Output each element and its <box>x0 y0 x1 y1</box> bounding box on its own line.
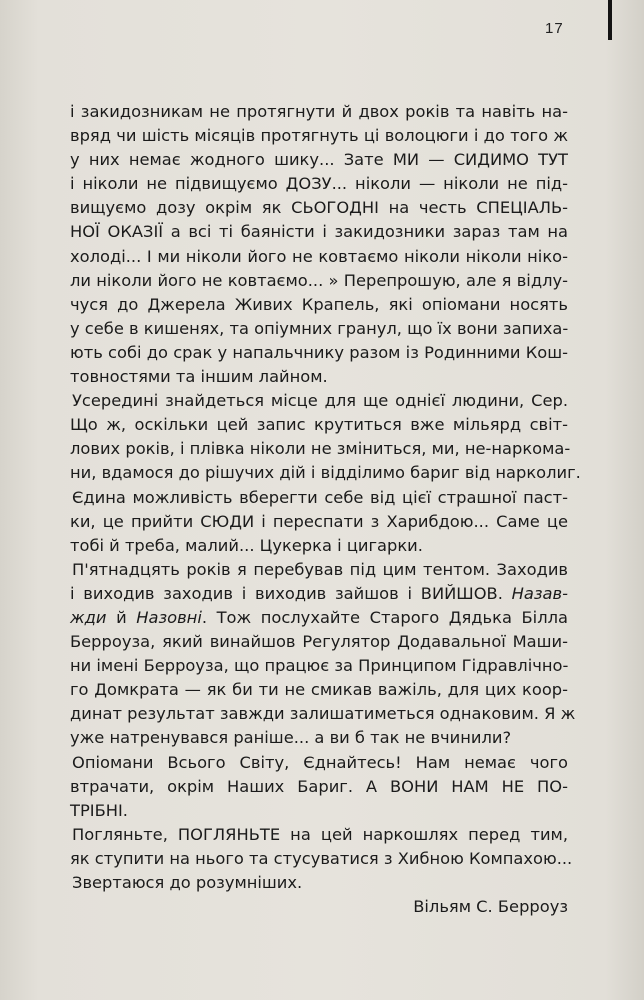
text-span: і виходив заходив і виходив зайшов і ВИЙШОВ. <box>70 583 503 603</box>
text-line: НОЇ ОКАЗІЇ а всі ті баяністи і закидозники зараз там на <box>70 222 568 242</box>
text-line: Звертаюся до розумніших. <box>72 873 303 892</box>
text-line: лових років, і плівка ніколи не зміниться, ми, не-наркома- <box>70 439 571 459</box>
text-line: Берроуза, який винайшов Регулятор Додавальної Маши- <box>70 632 568 652</box>
text-line: вищуємо дозу окрім як СЬОГОДНІ на честь СПЕЦІАЛЬ- <box>70 198 568 218</box>
text-line: тобі й треба, малий... Цукерка і цигарки. <box>70 535 423 555</box>
page-number: 17 <box>545 20 564 37</box>
text-line: холоді... І ми ніколи його не ковтаємо ніколи ніколи ніко- <box>70 246 568 266</box>
text-line: втрачати, окрім Наших Бариг. А ВОНИ НАМ НЕ ПО- <box>70 776 568 796</box>
text-span: Усередині знайдеться місце для ще однієї людини, Сер. <box>72 391 568 411</box>
text-line: Погляньте, ПОГЛЯНЬТЕ на цей наркошлях перед тим, <box>72 824 568 844</box>
italic-span: Назав- <box>511 583 568 603</box>
text-line: ють собі до срак у напальчнику разом із Родинними Кош- <box>70 342 568 362</box>
text-line: у них немає жодного шику... Зате МИ — СИДИМО ТУТ <box>70 150 568 170</box>
italic-span: Назовні <box>136 607 202 627</box>
text-line-indented <box>70 389 568 413</box>
text-line: уже натренувався раніше... а ви б так не вчинили? <box>70 728 512 748</box>
text-line: Що ж, оскільки цей запис крутиться вже мільярд світ- <box>70 415 568 435</box>
text-line: ТРІБНІ. <box>70 800 128 820</box>
text-line: чуся до Джерела Живих Крапель, які опіомани носять <box>70 294 568 314</box>
text-line: вряд чи шість місяців протягнуть ці волоцюги і до того ж <box>70 126 568 146</box>
text-line: ни імені Берроуза, що працює за Принципом Гідравлічно- <box>70 656 569 676</box>
text-line: го Домкрата — як би ти не смикав важіль, для цих коор- <box>70 680 568 700</box>
text-line: Опіомани Всього Світу, Єднайтесь! Нам немає чого <box>72 752 568 772</box>
text-line: динат результат завжди залишатиметься однаковим. Я ж <box>70 704 576 724</box>
text-line: Єдина можливість вберегти себе від цієї страшної паст- <box>72 487 568 507</box>
text-line: у себе в кишенях, та опіумних гранул, що їх вони запиха- <box>70 318 569 338</box>
text-line: ни, вдамося до рішучих дій і відділимо бариг від нарколиг. <box>70 463 581 483</box>
text-line-mixed: жди й Назовні. Тож послухайте Старого Дядька Білла <box>70 607 568 627</box>
text-line: товностями та іншим лайном. <box>70 367 328 387</box>
text-line-mixed <box>70 582 568 606</box>
text-line: і ніколи не підвищуємо ДОЗУ... ніколи — ніколи не під- <box>70 174 568 194</box>
text-line: П'ятнадцять років я перебував під цим тентом. Заходив <box>72 559 568 579</box>
italic-span: жди <box>70 607 107 627</box>
author-signature: Вільям С. Берроуз <box>413 897 568 917</box>
text-line: і закидозникам не протягнути й двох років та навіть на- <box>70 102 568 121</box>
body-text <box>70 100 581 919</box>
text-line: ли ніколи його не ковтаємо... » Перепрошую, але я відлу- <box>70 270 568 290</box>
text-line: як ступити на нього та стусуватися з Хибною Компахою... <box>70 848 573 868</box>
text-line: ки, це прийти СЮДИ і переспати з Харибдою... Саме це <box>70 511 568 531</box>
page-edge-mark <box>608 0 612 40</box>
